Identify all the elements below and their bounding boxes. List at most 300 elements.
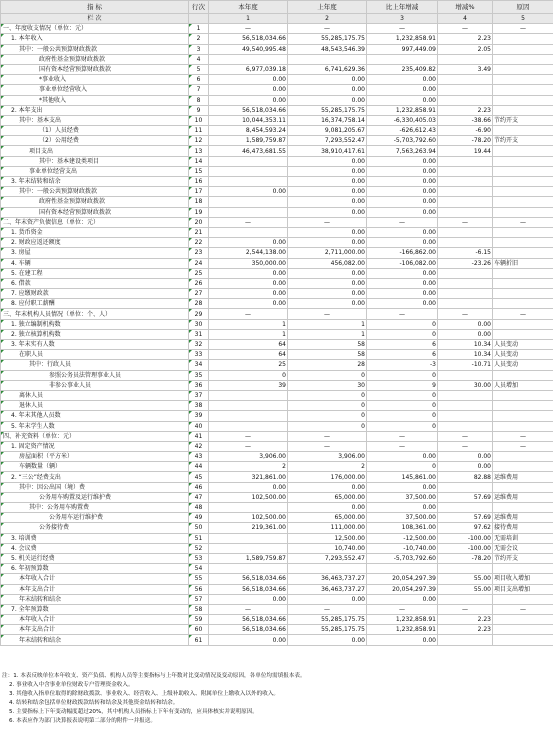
row-change-percent [438,278,493,288]
row-label: 1. 独立编制机构数 [1,319,189,329]
row-difference: 0 [367,421,438,431]
row-label: 在职人员 [1,350,189,360]
table-row [1,34,553,44]
row-reason: 人员变动 [493,340,553,350]
row-previous-year: 0.00 [288,299,367,309]
row-difference: 6 [367,350,438,360]
row-reason: — [493,604,553,614]
row-current-year: 25 [209,360,288,370]
row-current-year: 0.00 [209,635,288,645]
table-row [1,482,553,492]
row-line-number: 45 [189,472,209,482]
row-label: 参照公务员法管理事业人员 [1,370,189,380]
row-label: 4. 年末其他人员数 [1,411,189,421]
row-previous-year: 58 [288,340,367,350]
row-line-number: 6 [189,75,209,85]
row-line-number: 52 [189,543,209,553]
row-change-percent [438,85,493,95]
row-current-year: 0.00 [209,75,288,85]
row-previous-year: 0.00 [288,177,367,187]
row-label: 其中：公务用车购置费 [1,503,189,513]
row-previous-year: 0 [288,401,367,411]
row-difference: 6 [367,340,438,350]
row-label: 8. 应付职工薪酬 [1,299,189,309]
table-row [1,441,553,451]
row-line-number: 48 [189,503,209,513]
row-previous-year: 0 [288,411,367,421]
row-line-number: 22 [189,238,209,248]
row-difference: 0.00 [367,197,438,207]
row-label: 车辆数量（辆） [1,462,189,472]
row-label: 其中：一般公共预算财政拨款 [1,187,189,197]
row-change-percent: 0.00 [438,452,493,462]
row-reason: 人员变动 [493,350,553,360]
row-label: 5. 在建工程 [1,268,189,278]
row-label: 3. 年末结转和结余 [1,177,189,187]
row-current-year: — [209,604,288,614]
row-line-number: 61 [189,635,209,645]
row-reason [493,95,553,105]
row-current-year: 10,044,353.11 [209,115,288,125]
row-line-number: 25 [189,268,209,278]
row-difference: -626,612.43 [367,126,438,136]
row-reason [493,177,553,187]
row-change-percent [438,268,493,278]
row-previous-year: 3,906.00 [288,452,367,462]
row-difference: 0.00 [367,299,438,309]
row-previous-year: 55,285,175.75 [288,625,367,635]
table-row [1,207,553,217]
row-previous-year: 456,082.00 [288,258,367,268]
row-change-percent [438,635,493,645]
row-current-year: 0.00 [209,268,288,278]
column-index-4: 4 [438,14,493,24]
row-line-number: 39 [189,411,209,421]
row-difference: — [367,441,438,451]
row-line-number: 11 [189,126,209,136]
table-row [1,594,553,604]
row-line-number: 36 [189,380,209,390]
row-difference: 0.00 [367,166,438,176]
table-row [1,126,553,136]
row-previous-year: 10,740.00 [288,543,367,553]
table-row [1,44,553,54]
row-line-number: 29 [189,309,209,319]
table-row [1,177,553,187]
row-difference: 1,232,858.91 [367,34,438,44]
row-reason [493,319,553,329]
row-previous-year: 7,293,552.47 [288,553,367,563]
row-reason: 运维费用 [493,513,553,523]
row-change-percent [438,166,493,176]
row-difference: 0 [367,411,438,421]
row-line-number: 13 [189,146,209,156]
row-difference: -12,500.00 [367,533,438,543]
row-line-number: 5 [189,64,209,74]
row-line-number: 3 [189,44,209,54]
row-previous-year: 1 [288,319,367,329]
table-row [1,452,553,462]
table-row [1,105,553,115]
row-change-percent: 2.23 [438,105,493,115]
row-label: 其中：基本建设类项目 [1,156,189,166]
row-difference: -6,330,405.03 [367,115,438,125]
row-change-percent [438,299,493,309]
row-reason [493,625,553,635]
row-line-number: 16 [189,177,209,187]
row-current-year [209,207,288,217]
row-label: 6. 借款 [1,278,189,288]
row-reason: 项目收入增加 [493,574,553,584]
row-label: 2. “三公”经费支出 [1,472,189,482]
row-line-number: 17 [189,187,209,197]
row-current-year: 0.00 [209,85,288,95]
row-difference: -5,703,792.60 [367,136,438,146]
row-change-percent: 97.62 [438,523,493,533]
row-difference: 0.00 [367,177,438,187]
row-label: 7. 全年预算数 [1,604,189,614]
row-difference: 0.00 [367,75,438,85]
row-previous-year: 36,463,737.27 [288,584,367,594]
row-difference: — [367,309,438,319]
footnote-line: 3. 其他收入指单位取得的除财政拨款、事业收入、经营收入、上级补助收入、附属单位上缴收入以外的收入。 [9,691,280,697]
row-difference: -5,703,792.60 [367,553,438,563]
row-previous-year: 58 [288,350,367,360]
row-line-number: 14 [189,156,209,166]
row-label: 其中：基本支出 [1,115,189,125]
table-row [1,523,553,533]
row-reason [493,248,553,258]
footnotes [0,672,553,726]
table-row [1,258,553,268]
row-reason [493,462,553,472]
row-change-percent: 0.00 [438,329,493,339]
table-row [1,431,553,441]
row-current-year: 56,518,034.66 [209,574,288,584]
row-label: 公务用车购置及运行维护费 [1,492,189,502]
row-line-number: 2 [189,34,209,44]
row-line-number: 46 [189,482,209,492]
row-reason: 节约开支 [493,553,553,563]
row-change-percent [438,197,493,207]
row-current-year: 0.00 [209,289,288,299]
table-row [1,503,553,513]
row-line-number: 43 [189,452,209,462]
row-current-year [209,401,288,411]
table-row [1,217,553,227]
table-row [1,401,553,411]
row-label: *事业收入 [1,75,189,85]
row-previous-year: 111,000.00 [288,523,367,533]
row-line-number: 7 [189,85,209,95]
row-line-number: 47 [189,492,209,502]
row-change-percent [438,289,493,299]
row-line-number: 10 [189,115,209,125]
row-difference: 108,361.00 [367,523,438,533]
row-line-number: 21 [189,227,209,237]
table-row [1,85,553,95]
row-difference: 0 [367,462,438,472]
table-row [1,421,553,431]
row-change-percent: -10.71 [438,360,493,370]
footnote-line: 5. 主要指标上下年变动幅度超过20%，其中机构人员指标上下年有变动的，应具体核实并说明原因。 [9,709,258,715]
row-current-year: 3,906.00 [209,452,288,462]
row-current-year: 1,589,759.87 [209,136,288,146]
row-line-number: 15 [189,166,209,176]
row-label: 政府性基金预算财政拨款 [1,197,189,207]
row-current-year: 0 [209,370,288,380]
row-difference: 0.00 [367,95,438,105]
row-current-year [209,197,288,207]
row-label: 5. 年末学生人数 [1,421,189,431]
row-line-number: 50 [189,523,209,533]
row-previous-year: — [288,217,367,227]
row-label: 一、年度收支情况（单位：元） [1,24,189,34]
row-reason: — [493,217,553,227]
row-previous-year: 55,285,175.75 [288,34,367,44]
column-index-label: 栏 次 [1,14,189,24]
row-current-year: 0.00 [209,238,288,248]
row-change-percent [438,187,493,197]
table-row [1,472,553,482]
row-change-percent: -23.26 [438,258,493,268]
row-current-year: — [209,431,288,441]
row-line-number: 26 [189,278,209,288]
row-difference: 0.00 [367,238,438,248]
table-row [1,329,553,339]
row-current-year: 56,518,034.66 [209,34,288,44]
table-row [1,564,553,574]
row-line-number: 51 [189,533,209,543]
row-label: 5. 机关运行经费 [1,553,189,563]
row-change-percent: 2.23 [438,615,493,625]
row-previous-year: 55,285,175.75 [288,105,367,115]
column-index-row [1,14,553,24]
column-index-3: 3 [367,14,438,24]
row-change-percent [438,594,493,604]
table-row [1,625,553,635]
table-row [1,278,553,288]
row-change-percent [438,75,493,85]
table-row [1,136,553,146]
row-line-number: 33 [189,350,209,360]
row-change-percent [438,156,493,166]
table-row [1,604,553,614]
row-label: 公务接待费 [1,523,189,533]
row-line-number: 60 [189,625,209,635]
row-reason [493,197,553,207]
row-previous-year: 55,285,175.75 [288,615,367,625]
row-previous-year: 9,081,205.67 [288,126,367,136]
row-label: 本年收入合计 [1,615,189,625]
row-reason [493,85,553,95]
row-difference: 0.00 [367,594,438,604]
row-difference: — [367,604,438,614]
row-change-percent: 57.69 [438,492,493,502]
row-change-percent: — [438,441,493,451]
row-reason [493,75,553,85]
row-difference: 0.00 [367,482,438,492]
row-change-percent: — [438,604,493,614]
row-current-year [209,564,288,574]
row-label: 3. 年末实有人数 [1,340,189,350]
row-reason [493,452,553,462]
row-label: 公务用车运行维护费 [1,513,189,523]
row-change-percent: 82.88 [438,472,493,482]
row-current-year: 2,544,138.00 [209,248,288,258]
row-previous-year: 28 [288,360,367,370]
row-current-year: 56,518,034.66 [209,105,288,115]
row-reason: 运维费用 [493,492,553,502]
row-line-number: 28 [189,299,209,309]
row-current-year: 39 [209,380,288,390]
table-row [1,197,553,207]
row-difference: — [367,431,438,441]
row-previous-year: 2,711,000.00 [288,248,367,258]
row-reason [493,411,553,421]
row-change-percent [438,227,493,237]
row-line-number: 1 [189,24,209,34]
row-line-number: 20 [189,217,209,227]
row-difference: -106,082.00 [367,258,438,268]
row-current-year [209,421,288,431]
row-line-number: 53 [189,553,209,563]
row-difference: 20,054,297.39 [367,574,438,584]
table-row [1,156,553,166]
row-label: 项目支出 [1,146,189,156]
row-difference: -166,862.00 [367,248,438,258]
header-indicator: 指 标 [1,1,189,14]
row-line-number: 32 [189,340,209,350]
table-row [1,543,553,553]
row-reason: 人员增加 [493,380,553,390]
row-line-number: 4 [189,54,209,64]
row-difference: 0 [367,370,438,380]
row-label: 其中：一般公共预算财政拨款 [1,44,189,54]
row-difference: 0.00 [367,227,438,237]
row-label: 退休人员 [1,401,189,411]
table-row [1,309,553,319]
row-line-number: 31 [189,329,209,339]
row-change-percent [438,54,493,64]
row-label: 二、年末资产负债信息（单位：元） [1,217,189,227]
row-previous-year: — [288,309,367,319]
row-label: 2. 独立核算机构数 [1,329,189,339]
row-previous-year: 0.00 [288,268,367,278]
table-row [1,380,553,390]
row-previous-year: 7,293,552.47 [288,136,367,146]
row-difference: 235,409.82 [367,64,438,74]
row-previous-year: — [288,431,367,441]
footnote-line: 6. 本表应作为部门决算报表说明第二部分的附件一并报送。 [9,718,156,724]
row-difference: 0 [367,319,438,329]
row-change-percent: -100.00 [438,543,493,553]
row-current-year: 2 [209,462,288,472]
row-previous-year: 2 [288,462,367,472]
row-label: 年末结转和结余 [1,594,189,604]
row-change-percent [438,401,493,411]
row-label: 3. 培训费 [1,533,189,543]
table-row [1,187,553,197]
row-reason [493,54,553,64]
row-label: 非参公事业人员 [1,380,189,390]
row-line-number: 24 [189,258,209,268]
row-current-year [209,156,288,166]
row-difference: 0.00 [367,207,438,217]
row-change-percent: 55.00 [438,574,493,584]
row-previous-year: 176,000.00 [288,472,367,482]
row-difference: 37,500.00 [367,513,438,523]
row-reason [493,289,553,299]
table-row [1,513,553,523]
table-row [1,360,553,370]
row-difference: 0.00 [367,278,438,288]
row-previous-year: 0.00 [288,197,367,207]
row-reason: — [493,441,553,451]
row-change-percent: 0.00 [438,319,493,329]
row-current-year: — [209,217,288,227]
row-change-percent [438,207,493,217]
row-previous-year: 0.00 [288,594,367,604]
row-difference: -10,740.00 [367,543,438,553]
table-row [1,166,553,176]
row-reason: 节约开支 [493,115,553,125]
row-change-percent: 0.00 [438,462,493,472]
row-change-percent [438,95,493,105]
row-reason [493,299,553,309]
row-previous-year: — [288,604,367,614]
row-previous-year: 0.00 [288,156,367,166]
row-current-year [209,227,288,237]
row-previous-year: 0.00 [288,187,367,197]
row-change-percent [438,411,493,421]
row-current-year [209,411,288,421]
row-current-year: 0.00 [209,95,288,105]
row-change-percent: 10.34 [438,350,493,360]
row-line-number: 27 [189,289,209,299]
table-row [1,350,553,360]
row-previous-year: 0.00 [288,207,367,217]
table-row [1,584,553,594]
row-label: 其中：行政人员 [1,360,189,370]
row-current-year: 219,361.00 [209,523,288,533]
row-difference: 0.00 [367,187,438,197]
row-line-number: 49 [189,513,209,523]
row-previous-year: 0.00 [288,238,367,248]
row-reason [493,187,553,197]
row-difference: 0 [367,329,438,339]
table-row [1,553,553,563]
row-previous-year: 0.00 [288,85,367,95]
row-change-percent [438,482,493,492]
table-row [1,319,553,329]
row-label: 4. 车辆 [1,258,189,268]
row-line-number: 9 [189,105,209,115]
row-change-percent: 30.00 [438,380,493,390]
row-previous-year: 0 [288,370,367,380]
row-difference: 1,232,858.91 [367,615,438,625]
row-change-percent: 10.34 [438,340,493,350]
row-current-year [209,390,288,400]
row-reason [493,105,553,115]
table-row [1,492,553,502]
row-current-year: 0.00 [209,594,288,604]
row-previous-year: 0.00 [288,75,367,85]
row-difference: 37,500.00 [367,492,438,502]
row-current-year: — [209,309,288,319]
row-difference: — [367,217,438,227]
row-current-year: 102,500.00 [209,492,288,502]
